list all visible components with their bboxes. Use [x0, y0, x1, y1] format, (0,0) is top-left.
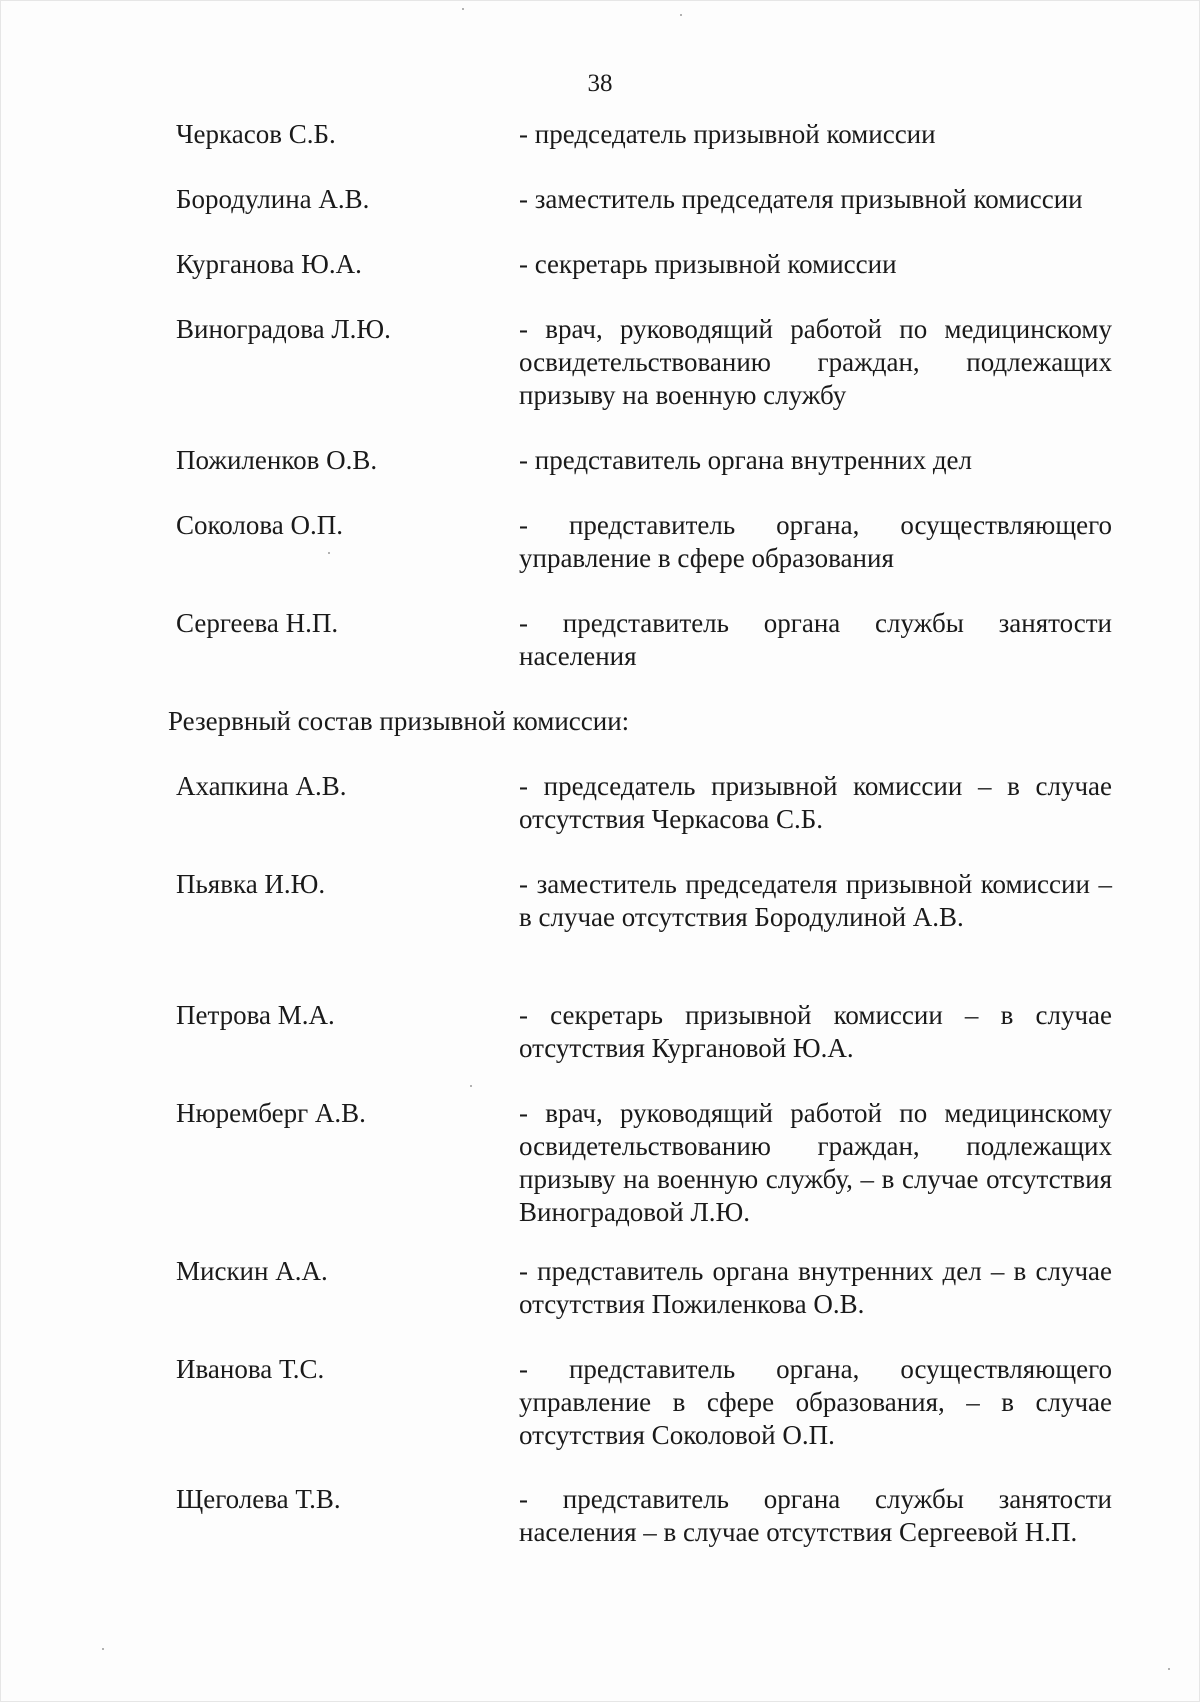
member-role: - представитель органа внутренних дел	[519, 445, 973, 475]
reserve-section-title: Резервный состав призывной комиссии:	[168, 706, 630, 736]
member-name: Курганова Ю.А.	[176, 249, 362, 279]
reserve-member-role: - представитель органа службы занятости населения – в случае отсутствия Сергеевой Н.П.	[519, 1484, 1112, 1547]
member-name: Бородулина А.В.	[176, 184, 370, 214]
reserve-member-name: Иванова Т.С.	[176, 1354, 325, 1384]
scan-speck	[328, 552, 330, 554]
scan-speck	[102, 1648, 104, 1650]
reserve-member-role: - врач, руководящий работой по медицинскому освидетельствованию граждан, подлежащих призыву на военную службу, – в случае отсутствия Виноградовой Л.Ю.	[519, 1098, 1112, 1227]
member-role: - представитель органа, осуществляющего управление в сфере образования	[519, 510, 1112, 573]
member-role: - председатель призывной комиссии	[519, 119, 936, 149]
member-name: Виноградова Л.Ю.	[176, 314, 391, 344]
member-role: - секретарь призывной комиссии	[519, 249, 897, 279]
scan-speck	[1168, 1668, 1170, 1670]
scan-speck	[462, 8, 464, 10]
reserve-member-name: Пьявка И.Ю.	[176, 869, 326, 899]
member-role: - заместитель председателя призывной комиссии	[519, 184, 1083, 214]
member-name: Соколова О.П.	[176, 510, 343, 540]
reserve-member-role: - секретарь призывной комиссии – в случае отсутствия Кургановой Ю.А.	[519, 1000, 1112, 1063]
scan-speck	[680, 14, 682, 16]
reserve-member-name: Щеголева Т.В.	[176, 1484, 341, 1514]
member-role: - представитель органа службы занятости населения	[519, 608, 1112, 671]
reserve-member-role: - представитель органа, осуществляющего управление в сфере образования, – в случае отсутствия Соколовой О.П.	[519, 1354, 1112, 1450]
member-name: Сергеева Н.П.	[176, 608, 339, 638]
reserve-member-name: Петрова М.А.	[176, 1000, 335, 1030]
reserve-member-name: Ахапкина А.В.	[176, 771, 347, 801]
member-role: - врач, руководящий работой по медицинскому освидетельствованию граждан, подлежащих призыву на военную службу	[519, 314, 1112, 410]
reserve-member-name: Нюремберг А.В.	[176, 1098, 366, 1128]
reserve-member-role: - председатель призывной комиссии – в случае отсутствия Черкасова С.Б.	[519, 771, 1112, 834]
scan-speck	[470, 1085, 472, 1087]
member-name: Черкасов С.Б.	[176, 119, 336, 149]
member-name: Пожиленков О.В.	[176, 445, 378, 475]
reserve-member-role: - заместитель председателя призывной комиссии – в случае отсутствия Бородулиной А.В.	[519, 869, 1112, 932]
reserve-member-role: - представитель органа внутренних дел – в случае отсутствия Пожиленкова О.В.	[519, 1256, 1112, 1319]
page-number: 38	[587, 70, 613, 97]
reserve-member-name: Мискин А.А.	[176, 1256, 328, 1286]
